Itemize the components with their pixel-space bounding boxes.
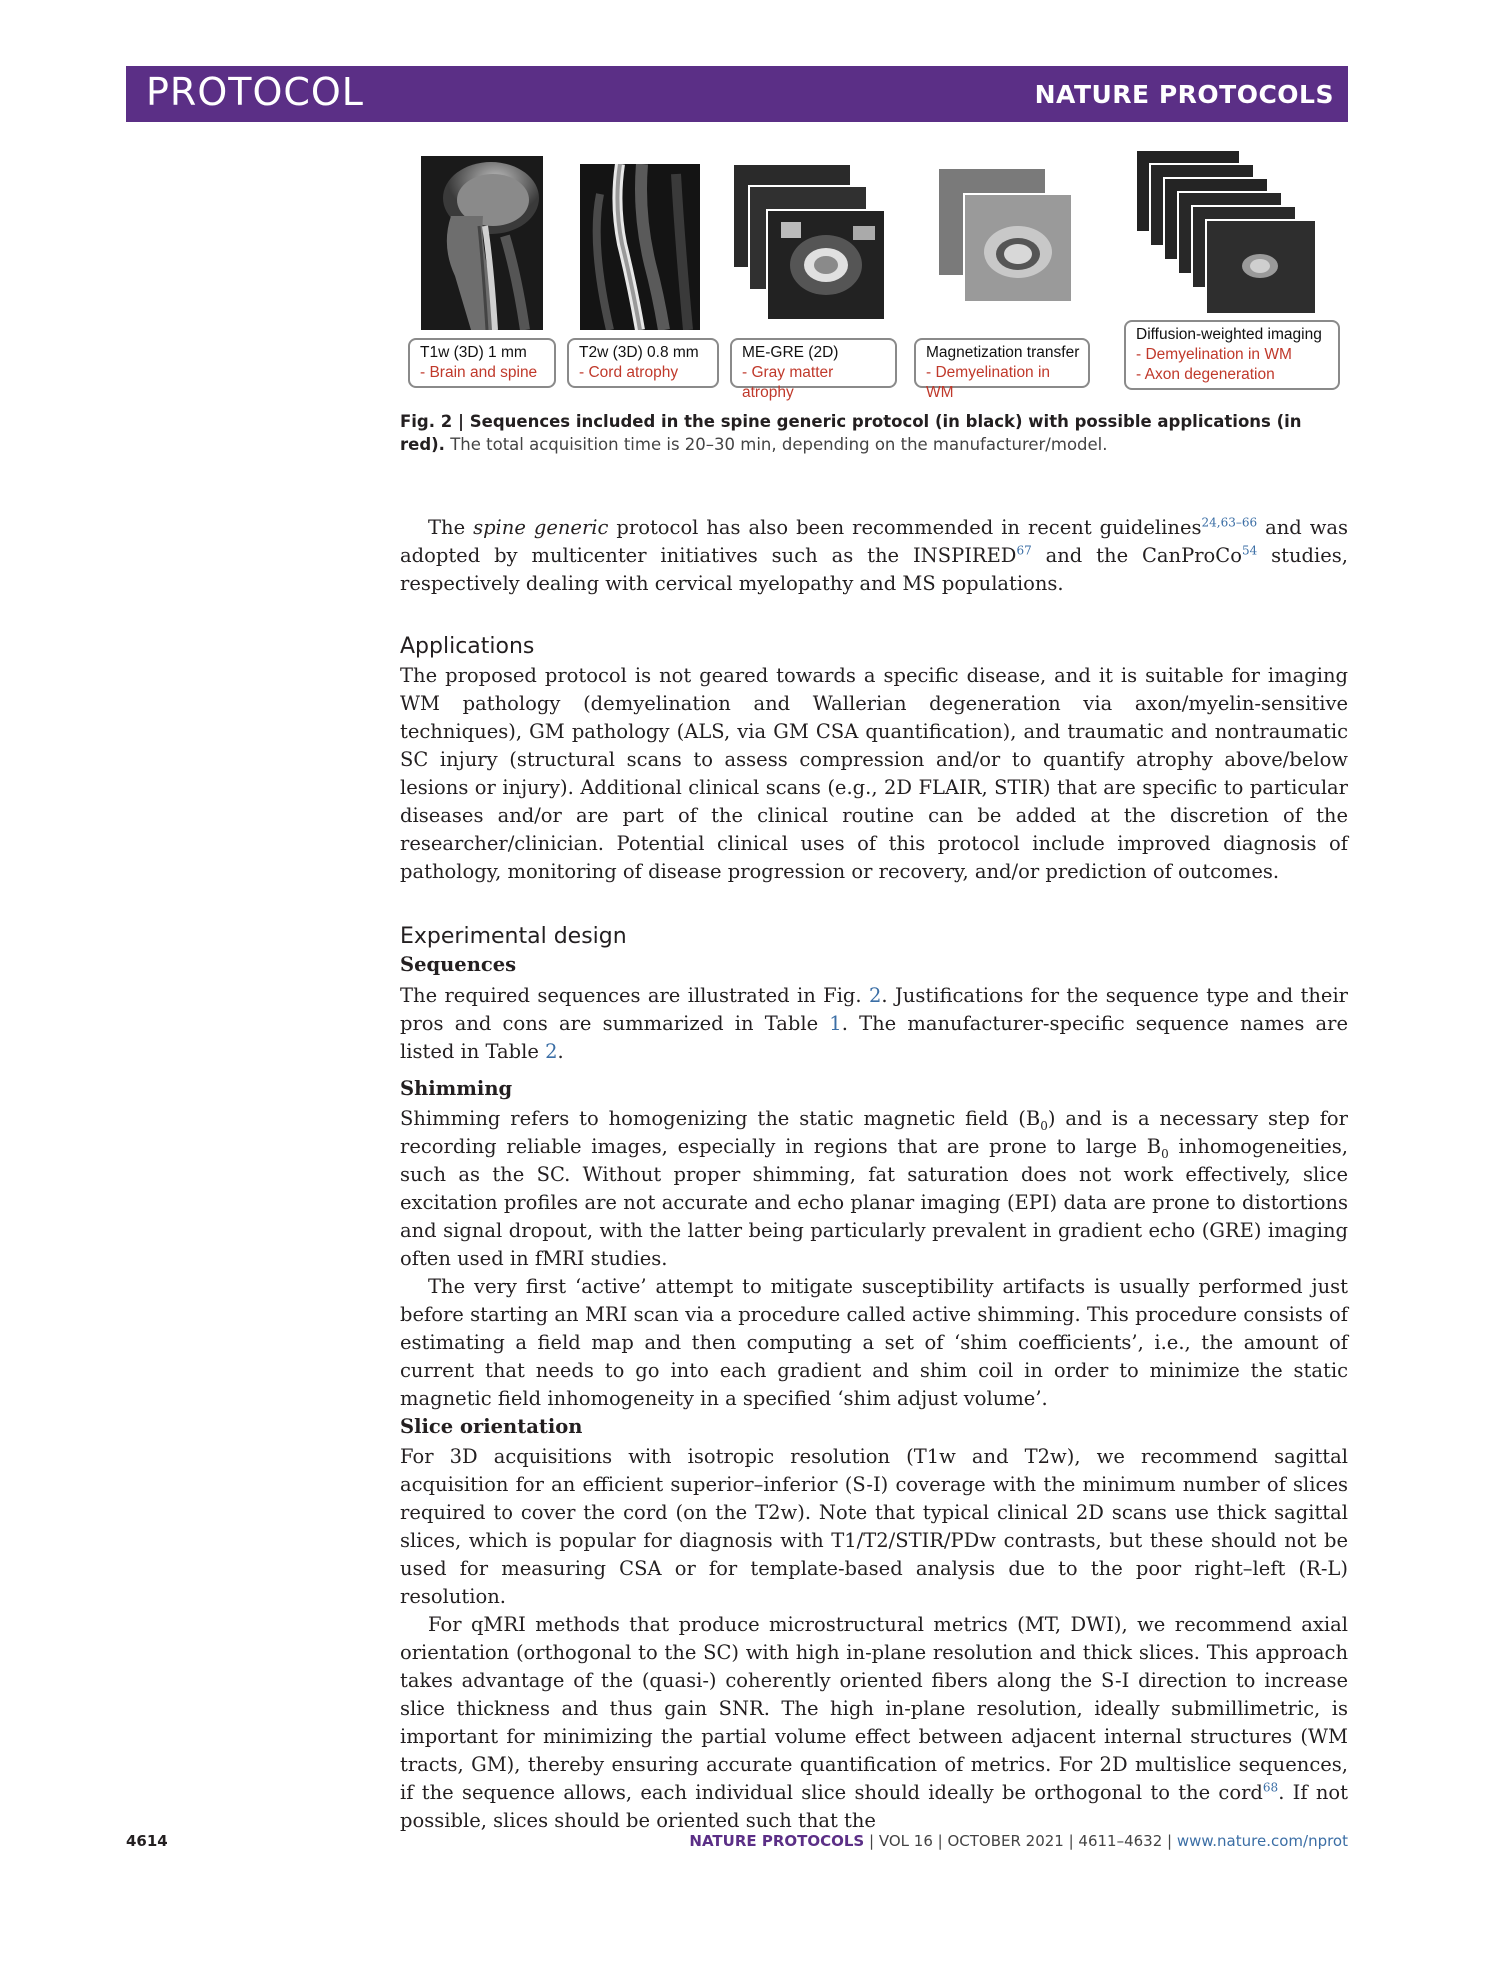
seq-box-me-gre: [730, 338, 897, 401]
text: studies, respectively dealing with cervical myelopathy and MS populations.: [400, 544, 1348, 595]
text: The very first ‘active’ attempt to mitigate susceptibility artifacts is usually performed just before starting an MRI scan via a procedure called active shimming. This procedure consists of estimating a field map and then computing a set of ‘shim coefficients’, i.e., the amount of current that needs to go into each gradient and shim coil in order to minimize the static magnetic field inhomogeneity in a specified ‘shim adjust volume’.: [400, 1275, 1348, 1410]
seq-box-mt: [914, 338, 1090, 401]
footer-url-link[interactable]: www.nature.com/nprot: [1176, 1832, 1348, 1850]
subscript: 0: [1161, 1146, 1169, 1161]
text: inhomogeneities, such as the SC. Without proper shimming, fat saturation does not work effectively, slice excitation profiles are not accurate and echo planar imaging (EPI) data are prone to distortions and signal dropout, with the latter being particularly prevalent in gradient echo (GRE) imaging often used in fMRI studies.: [400, 1135, 1349, 1270]
intro-paragraph: [400, 514, 1348, 598]
subscript: 0: [1040, 1118, 1048, 1133]
footer-journal: NATURE PROTOCOLS: [689, 1832, 865, 1850]
text: . The manufacturer-specific sequence names are listed in Table: [400, 1012, 1348, 1063]
t2w-sagittal-image: [580, 164, 700, 330]
dwi-axial-stack-image: [1136, 150, 1326, 320]
text: For qMRI methods that produce microstructural metrics (MT, DWI), we recommend axial orientation (orthogonal to the SC) with high in-plane resolution and thick slices. This approach takes advantage of the (quasi-) coherently oriented fibers along the S-I direction to increase slice thickness and thus gain SNR. The high in-plane resolution, ideally submillimetric, is important for minimizing the partial volume effect between adjacent internal structures (WM tracts, GM), thereby ensuring accurate quantification of metrics. For 2D multislice sequences, if the sequence allows, each individual slice should ideally be orthogonal to the cord: [400, 1613, 1348, 1804]
experimental-design-heading: Experimental design: [400, 924, 627, 949]
table-link[interactable]: 1: [829, 1012, 842, 1035]
seq-application: - Gray matter atrophy: [742, 364, 834, 401]
caption-text: The total acquisition time is 20–30 min, depending on the manufacturer/model.: [444, 435, 1108, 454]
seq-application: - Cord atrophy: [579, 364, 679, 381]
citation-link[interactable]: 24,63–66: [1201, 515, 1258, 530]
text: The: [428, 516, 474, 539]
text: . If not possible, slices should be oriented such that the: [400, 1781, 1348, 1832]
page-number: 4614: [126, 1832, 168, 1850]
figure-2: [408, 148, 1348, 401]
magnetization-transfer-image: [938, 168, 1078, 308]
citation-link[interactable]: 67: [1016, 543, 1032, 558]
sequences-paragraph: [400, 982, 1348, 1066]
me-gre-axial-stack-image: [733, 164, 893, 334]
seq-box-t2w: [567, 338, 719, 388]
applications-paragraph: [400, 662, 1348, 886]
header-banner: [126, 66, 1348, 122]
citation-link[interactable]: 68: [1262, 1780, 1279, 1795]
text: . Justifications for the sequence type and their pros and cons are summarized in Table: [400, 984, 1348, 1035]
text: For 3D acquisitions with isotropic resolution (T1w and T2w), we recommend sagittal acquisition for an efficient superior–inferior (S-I) coverage with the minimum number of slices required to cover the cord (on the T2w). Note that typical clinical 2D scans use thick sagittal slices, which is popular for diagnosis with T1/T2/STIR/PDw contrasts, but these should not be used for measuring CSA or for template-based analysis due to the poor right–left (R-L) resolution.: [400, 1445, 1348, 1608]
seq-application-2: - Axon degeneration: [1136, 366, 1275, 383]
footer-volume: | VOL 16 | OCTOBER 2021 | 4611–4632 |: [864, 1832, 1177, 1850]
slice-orientation-paragraphs: [400, 1443, 1348, 1835]
figure-caption: [400, 410, 1348, 456]
table-link[interactable]: 2: [545, 1040, 558, 1063]
t1w-sagittal-image: [421, 156, 543, 330]
shimming-subheading: Shimming: [400, 1077, 513, 1100]
text: protocol has also been recommended in recent guidelines: [608, 516, 1202, 539]
seq-application: - Brain and spine: [420, 364, 538, 381]
seq-box-dwi: [1124, 320, 1340, 390]
text: .: [557, 1040, 564, 1063]
footer-citation: [689, 1832, 1348, 1850]
seq-box-t1w: [408, 338, 556, 388]
figure-link[interactable]: 2: [869, 984, 882, 1007]
seq-name: ME-GRE (2D): [742, 344, 839, 361]
caption-label: Fig. 2 | Sequences included in the spine generic protocol (in black) with possible applications (in red).: [400, 412, 1302, 454]
slice-orientation-subheading: Slice orientation: [400, 1415, 583, 1438]
applications-heading: Applications: [400, 634, 535, 659]
seq-application: - Demyelination in WM: [926, 364, 1051, 401]
seq-name: Diffusion-weighted imaging: [1136, 326, 1322, 343]
text: Shimming refers to homogenizing the static magnetic field (B: [400, 1107, 1041, 1130]
seq-application: - Demyelination in WM: [1136, 346, 1292, 363]
seq-name: T2w (3D) 0.8 mm: [579, 344, 699, 361]
seq-name: Magnetization transfer: [926, 344, 1080, 361]
citation-link[interactable]: 54: [1241, 543, 1258, 558]
section-label: PROTOCOL: [146, 70, 364, 114]
text: The required sequences are illustrated in Fig.: [400, 984, 869, 1007]
sequences-subheading: Sequences: [400, 953, 517, 976]
text-em: spine generic: [473, 516, 609, 539]
shimming-paragraphs: [400, 1105, 1348, 1413]
journal-name: NATURE PROTOCOLS: [1034, 80, 1334, 109]
text: ) and is a necessary step for recording reliable images, especially in regions that are prone to large B: [400, 1107, 1348, 1158]
text: The proposed protocol is not geared towards a specific disease, and it is suitable for imaging WM pathology (demyelination and Wallerian degeneration via axon/myelin-sensitive techniques), GM pathology (ALS, via GM CSA quantification), and traumatic and nontraumatic SC injury (structural scans to assess compression and/or to quantify atrophy above/below lesions or injury). Additional clinical scans (e.g., 2D FLAIR, STIR) that are specific to particular diseases and/or are part of the clinical routine can be added at the discretion of the researcher/clinician. Potential clinical uses of this protocol include improved diagnosis of pathology, monitoring of disease progression or recovery, and/or prediction of outcomes.: [400, 664, 1348, 883]
seq-name: T1w (3D) 1 mm: [420, 344, 527, 361]
text: and was adopted by multicenter initiatives such as the INSPIRED: [400, 516, 1349, 567]
text: and the CanProCo: [1031, 544, 1242, 567]
